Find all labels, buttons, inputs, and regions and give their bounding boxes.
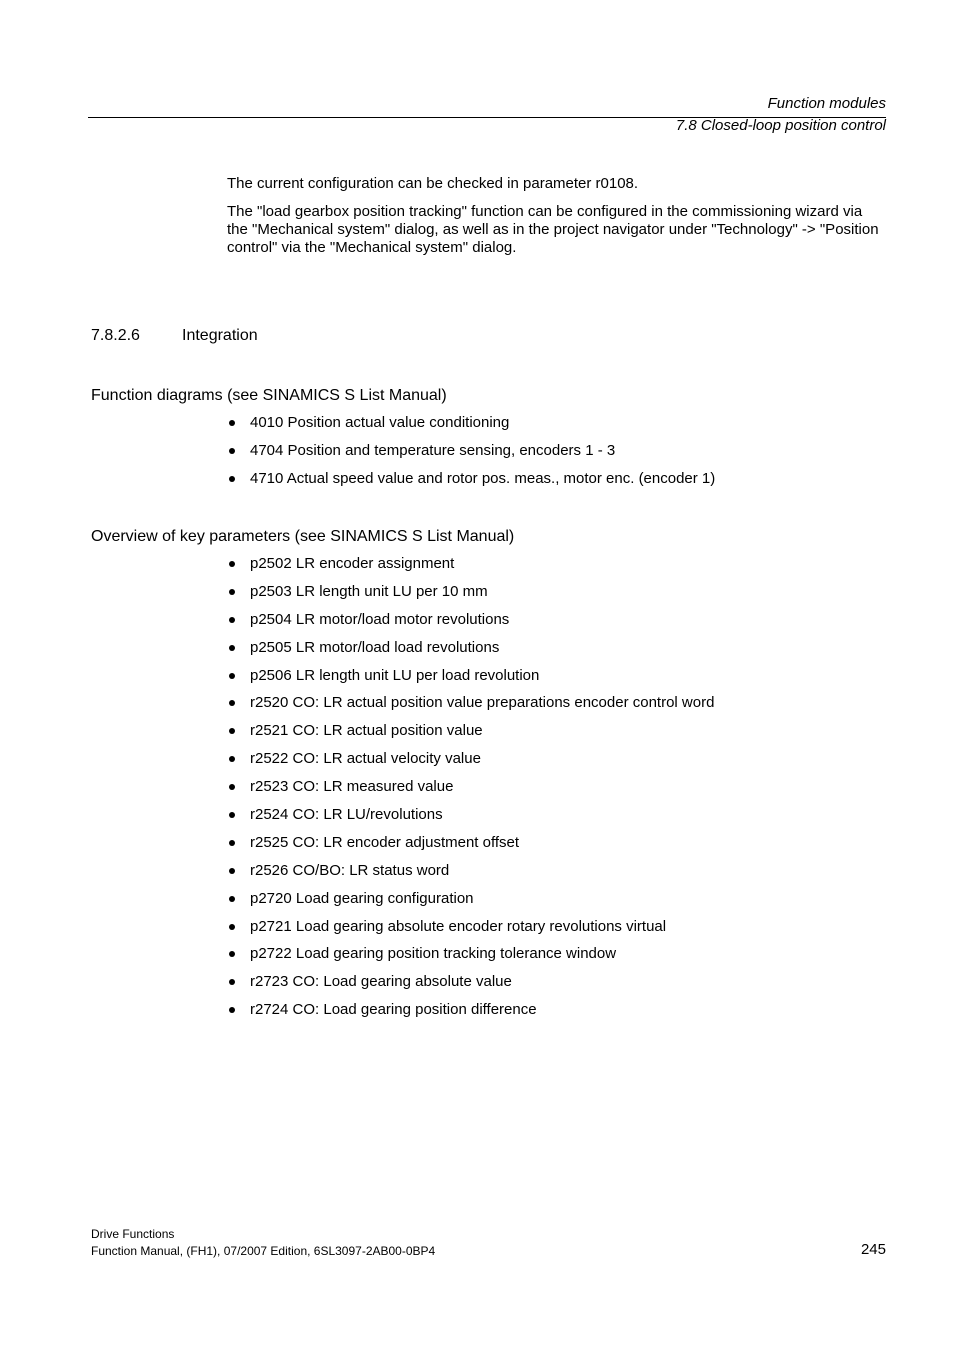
list-item-text: r2525 CO: LR encoder adjustment offset: [250, 833, 520, 851]
list-item-text: 4010 Position actual value conditioning: [250, 414, 510, 431]
bullet-icon: [229, 589, 235, 595]
list-item-text: r2524 CO: LR LU/revolutions: [250, 806, 443, 824]
list-item-text: r2522 CO: LR actual velocity value: [250, 750, 481, 768]
list-item: [227, 442, 715, 470]
header-chapter-title: Function modules: [767, 95, 886, 112]
list-item: [227, 890, 714, 918]
bullet-icon: [229, 448, 235, 454]
bullet-icon: [229, 951, 235, 957]
bullet-icon: [229, 476, 235, 482]
list-item-text: 4710 Actual speed value and rotor pos. meas., motor enc. (encoder 1): [250, 469, 716, 487]
list-item: [227, 414, 715, 442]
list-item: [227, 694, 714, 722]
list-item: [227, 778, 714, 806]
bullet-icon: [229, 784, 235, 790]
list-item-text: r2523 CO: LR measured value: [250, 778, 454, 796]
list-item-text: p2721 Load gearing absolute encoder rotary revolutions virtual: [250, 917, 667, 935]
list-item-text: r2723 CO: Load gearing absolute value: [250, 973, 512, 991]
function-diagrams-list: [227, 414, 715, 498]
list-item: [227, 722, 714, 750]
list-item: [227, 470, 715, 498]
footer-edition-info: Function Manual, (FH1), 07/2007 Edition, 6SL3097-2AB00-0BP4: [91, 1244, 436, 1258]
bullet-icon: [229, 673, 235, 679]
bullet-icon: [229, 924, 235, 930]
list-item: [227, 611, 714, 639]
list-item-text: p2722 Load gearing position tracking tolerance window: [250, 945, 617, 963]
bullet-icon: [229, 1007, 235, 1013]
bullet-icon: [229, 840, 235, 846]
list-item: [227, 667, 714, 695]
list-item-text: p2502 LR encoder assignment: [250, 555, 455, 572]
list-item: [227, 639, 714, 667]
bullet-icon: [229, 561, 235, 567]
bullet-icon: [229, 756, 235, 762]
list-item: [227, 806, 714, 834]
list-item: [227, 973, 714, 1001]
bullet-icon: [229, 896, 235, 902]
list-item-text: p2505 LR motor/load load revolutions: [250, 638, 500, 656]
bullet-icon: [229, 420, 235, 426]
list-item: [227, 750, 714, 778]
bullet-icon: [229, 617, 235, 623]
header-section-title: 7.8 Closed-loop position control: [675, 117, 886, 134]
list-item: [227, 555, 714, 583]
intro-paragraph-1: The current configuration can be checked in parameter r0108.: [227, 175, 639, 192]
section-title: Integration: [182, 327, 258, 344]
key-parameters-heading: Overview of key parameters (see SINAMICS S List Manual): [91, 528, 515, 545]
intro-text: [227, 175, 887, 267]
list-item: [227, 583, 714, 611]
bullet-icon: [229, 868, 235, 874]
list-item: [227, 1001, 714, 1029]
list-item-text: p2506 LR length unit LU per load revolution: [250, 666, 540, 684]
list-item-text: p2504 LR motor/load motor revolutions: [250, 610, 510, 628]
list-item: [227, 862, 714, 890]
bullet-icon: [229, 728, 235, 734]
section-number: 7.8.2.6: [91, 327, 140, 344]
intro-paragraph-2: The "load gearbox position tracking" function can be configured in the commissioning wizard via the "Mechanical system" dialog, as well as in the project navigator under "Technology" -> "Position control" via the "Mechanical system" dialog.: [227, 203, 879, 256]
bullet-icon: [229, 700, 235, 706]
list-item-text: p2503 LR length unit LU per 10 mm: [250, 582, 488, 600]
bullet-icon: [229, 979, 235, 985]
page-number: 245: [860, 1241, 886, 1258]
bullet-icon: [229, 812, 235, 818]
list-item-text: r2521 CO: LR actual position value: [250, 722, 483, 740]
list-item-text: p2720 Load gearing configuration: [250, 889, 474, 907]
list-item-text: 4704 Position and temperature sensing, encoders 1 - 3: [250, 441, 616, 459]
list-item-text: r2526 CO/BO: LR status word: [250, 861, 450, 879]
list-item: [227, 945, 714, 973]
key-parameters-list: [227, 555, 714, 1029]
list-item-text: r2724 CO: Load gearing position difference: [250, 1001, 537, 1019]
list-item: [227, 834, 714, 862]
footer-document-title: Drive Functions: [91, 1227, 175, 1241]
list-item: [227, 918, 714, 946]
bullet-icon: [229, 645, 235, 651]
list-item-text: r2520 CO: LR actual position value preparations encoder control word: [250, 694, 715, 712]
function-diagrams-heading: Function diagrams (see SINAMICS S List Manual): [91, 387, 447, 404]
